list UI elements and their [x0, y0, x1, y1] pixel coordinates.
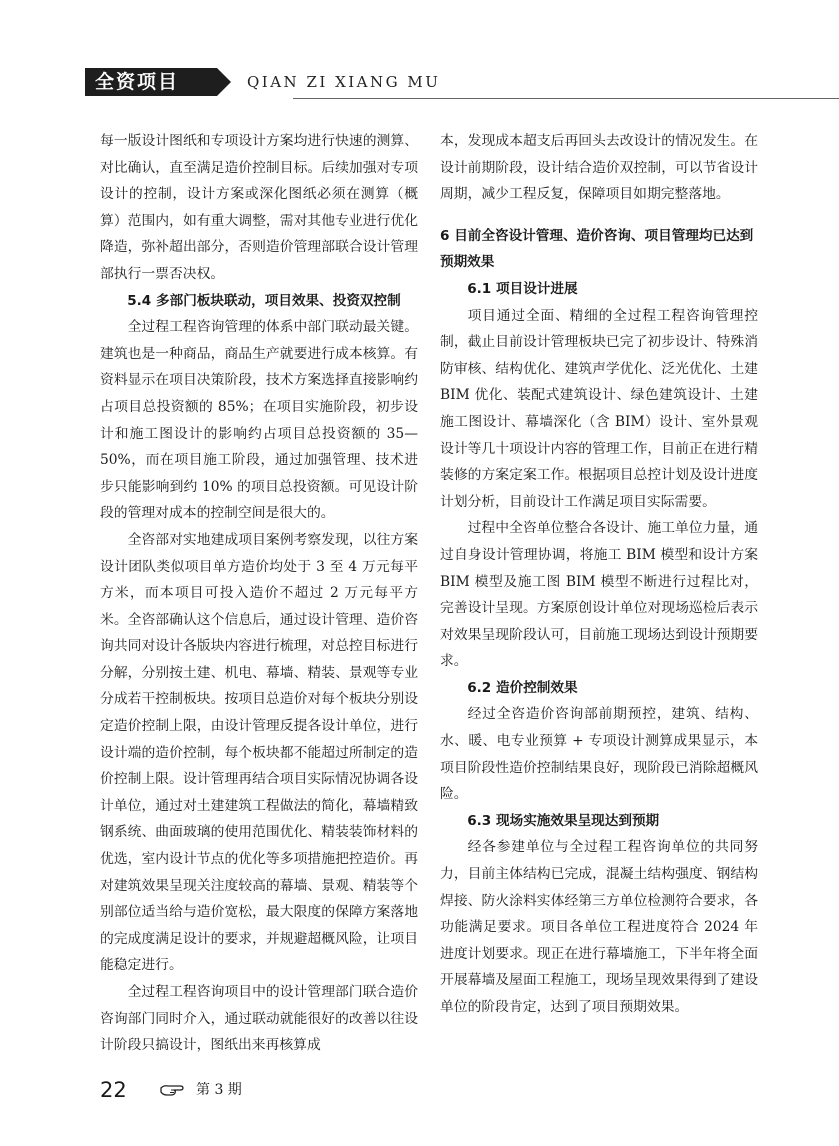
paragraph: 过程中全咨单位整合各设计、施工单位力量，通过自身设计管理协调，将施工 BIM 模型和设计方案 BIM 模型及施工图 BIM 模型不断进行过程比对，完善设计呈现。方案原创设计单位对现场巡检后表示对效果呈现阶段认可，目前施工现场达到设计预期要求。	[440, 520, 758, 670]
paragraph: 全咨部对实地建成项目案例考察发现，以往方案设计团队类似项目单方造价均处于 3 至 4 万元每平方米，而本项目可投入造价不超过 2 万元每平方米。全咨部确认这个信息后，通过设计管理、造价咨询共同对设计各版块内容进行梳理，对总控目标进行分解，分别按土建、机电、幕墙、精装、景观等专业分成若干控制板块。按项目总造价对每个板块分别设定造价控制上限，由设计管理反提各设计单位，进行设计端的造价控制，每个板块都不能超过所制定的造价控制上限。设计管理再结合项目实际情况协调各设计单位，通过对土建建筑工程做法的简化，幕墙精致钢系统、曲面玻璃的使用范围优化、精装装饰材料的优选，室内设计节点的优化等多项措施把控造价。再对建筑效果呈现关注度较高的幕墙、景观、精装等个别部位适当给与造价宽松，最大限度的保障方案落地的完成度满足设计的要求，并规避超概风险，让项目能稳定进行。	[100, 531, 418, 974]
subsection-heading: 6.2 造价控制效果	[467, 679, 578, 696]
section-heading: 6 目前全咨设计管理、造价咨询、项目管理均已达到预期效果	[440, 227, 754, 271]
paragraph: 每一版设计图纸和专项设计方案均进行快速的测算、对比确认，直至满足造价控制目标。后续加强对专项设计的控制，设计方案或深化图纸必须在测算（概算）范围内，如有重大调整，需对其他专业进行优化降造，弥补超出部分，否则造价管理部联合设计管理部执行一票否决权。	[100, 133, 418, 282]
subsection-heading: 6.3 现场实施效果呈现达到预期	[467, 812, 660, 829]
paragraph: 经过全咨造价咨询部前期预控，建筑、结构、水、暖、电专业预算 + 专项设计测算成果显示，本项目阶段性造价控制结果良好，现阶段已消除超概风险。	[440, 706, 758, 803]
paragraph: 经各参建单位与全过程工程咨询单位的共同努力，目前主体结构已完成，混凝土结构强度、钢结构焊接、防火涂料实体经第三方单位检测符合要求，各功能满足要求。项目各单位工程进度符合 2024 年进度计划要求。现正在进行幕墙施工，下半年将全面开展幕墙及屋面工程施工，现场呈现效果得到了建设单位的阶段肯定，达到了项目预期效果。	[440, 839, 758, 1015]
header-rule	[293, 98, 839, 99]
paragraph: 本，发现成本超支后再回头去改设计的情况发生。在设计前期阶段，设计结合造价双控制，可以节省设计周期，减少工程反复，保障项目如期完整落地。	[440, 133, 758, 203]
paragraph: 全过程工程咨询项目中的设计管理部门联合造价咨询部门同时介入，通过联动就能很好的改善以往设计阶段只搞设计，图纸出来再核算成	[100, 984, 418, 1054]
paragraph: 全过程工程咨询管理的体系中部门联动最关键。建筑也是一种商品，商品生产就要进行成本核算。有资料显示在项目决策阶段，技术方案选择直接影响约占项目总投资额的 85%；在项目实施阶段，初步设计和施工图设计的影响约占项目总投资额的 35—50%，而在项目施工阶段，通过加强管理、技术进步只能影响到约 10% 的项目总投资额。可见设计阶段的管理对成本的控制空间是很大的。	[100, 319, 418, 522]
column-badge: 全资项目	[85, 68, 217, 96]
badge-chevron-icon	[217, 68, 231, 96]
column-subtitle: QIAN ZI XIANG MU	[247, 73, 441, 91]
subsection-heading: 5.4 多部门板块联动，项目效果、投资双控制	[127, 292, 401, 309]
subsection-heading: 6.1 项目设计进展	[467, 280, 578, 297]
left-column	[100, 128, 418, 1059]
issue-label: 第 3 期	[196, 1082, 242, 1098]
pointing-hand-icon	[160, 1082, 184, 1098]
page-number: 22	[100, 1078, 127, 1102]
right-column	[440, 128, 758, 1021]
paragraph: 项目通过全面、精细的全过程工程咨询管理控制，截止目前设计管理板块已完了初步设计、特殊消防审核、结构优化、建筑声学优化、泛光优化、土建 BIM 优化、装配式建筑设计、绿色建筑设计、土建施工图设计、幕墙深化（含 BIM）设计、室外景观设计等几十项设计内容的管理工作，目前正在进行精装修的方案定案工作。根据项目总控计划及设计进度计划分析，目前设计工作满足项目实际需要。	[440, 307, 758, 510]
running-header	[85, 62, 839, 102]
